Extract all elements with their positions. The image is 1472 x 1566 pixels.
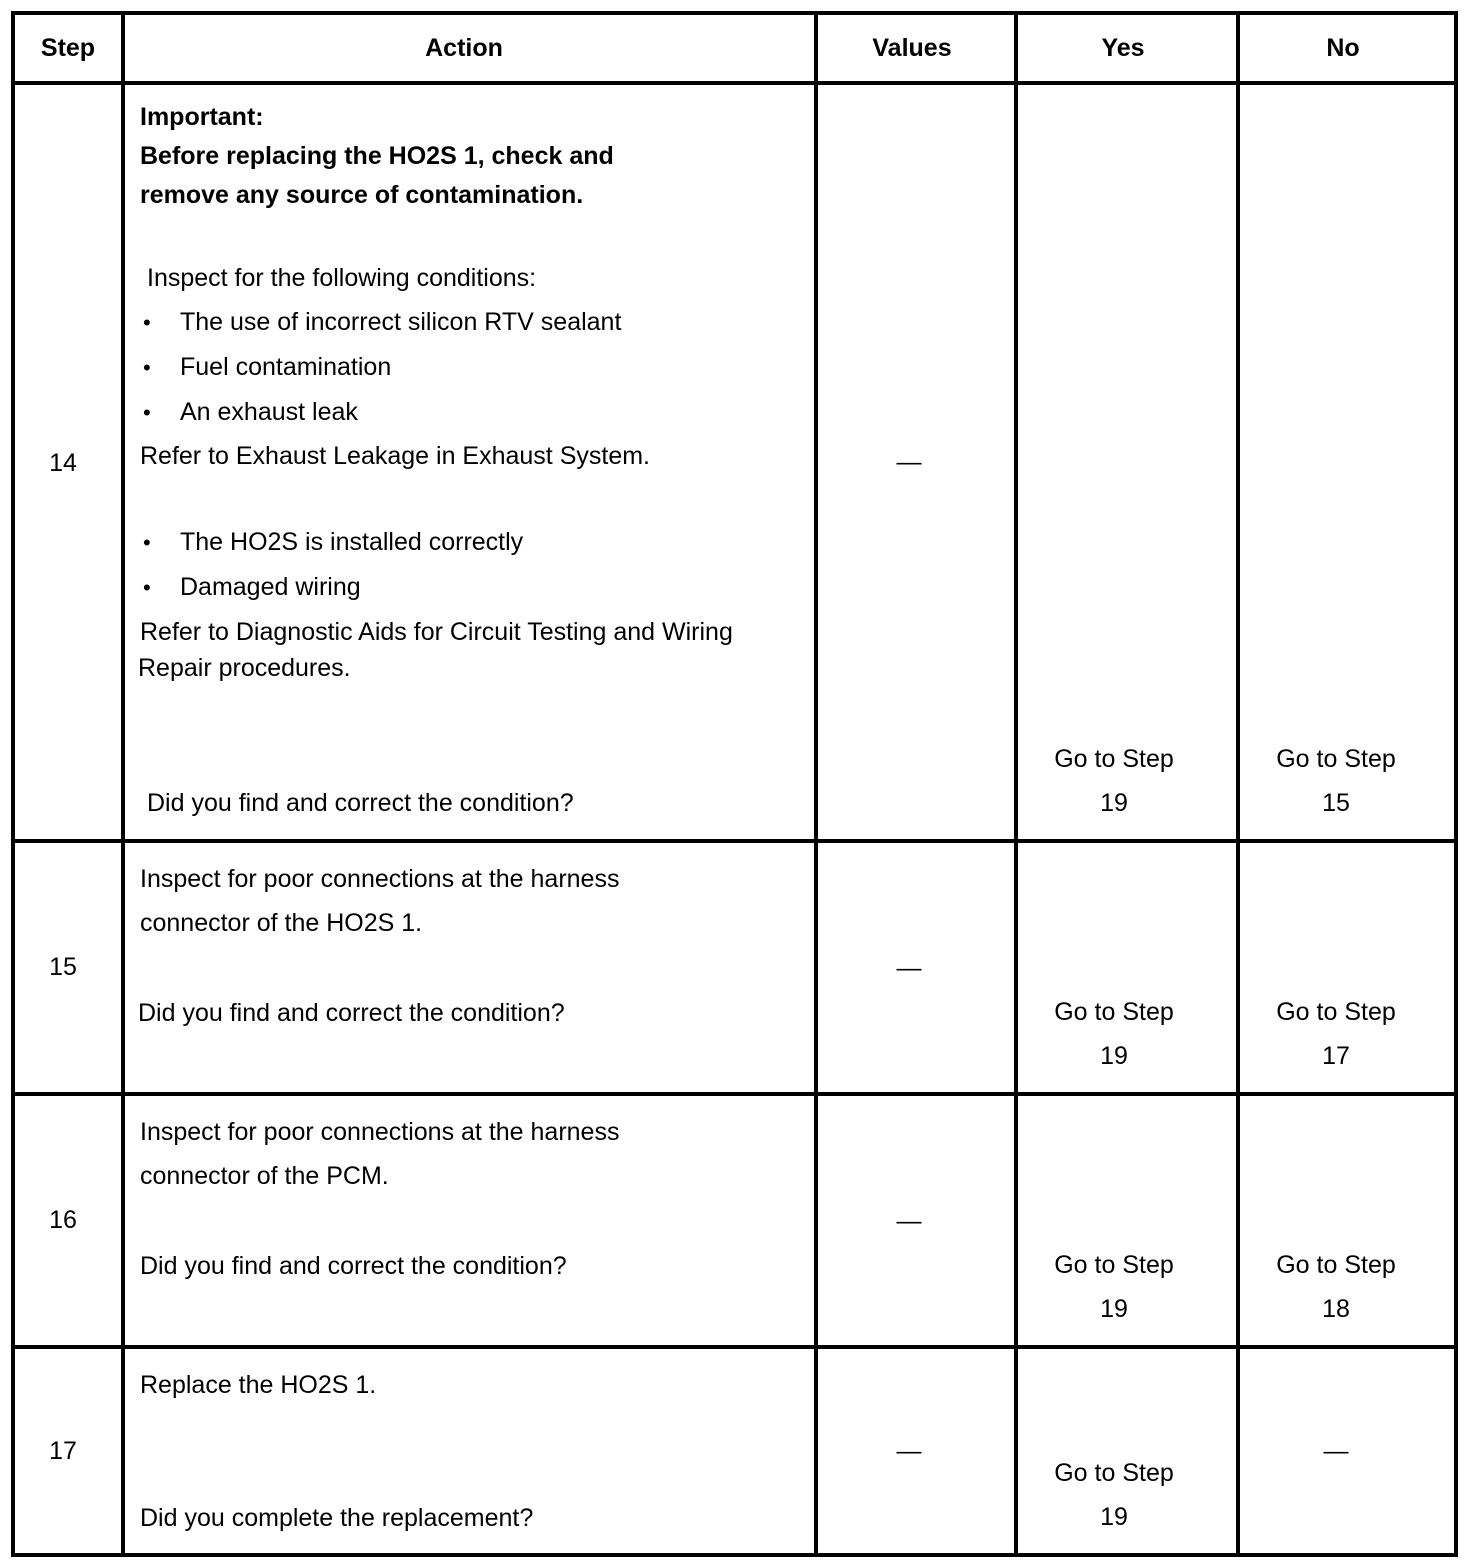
yes-goto: Go to Step bbox=[1054, 1251, 1174, 1279]
values-cell: — bbox=[896, 448, 922, 476]
diagnostic-table bbox=[11, 11, 1458, 1557]
action-text: connector of the HO2S 1. bbox=[140, 909, 423, 937]
action-text: Inspect for poor connections at the harness bbox=[140, 1118, 620, 1146]
header-action: Action bbox=[425, 34, 503, 62]
refer-text: Refer to Exhaust Leakage in Exhaust System. bbox=[140, 442, 650, 470]
row-divider bbox=[15, 839, 1454, 843]
bullet-icon: • bbox=[143, 575, 151, 600]
yes-goto: Go to Step bbox=[1054, 745, 1174, 773]
inspect-intro: Inspect for the following conditions: bbox=[147, 264, 537, 292]
refer-text: Refer to Diagnostic Aids for Circuit Testing and Wiring bbox=[140, 618, 733, 646]
bullet-icon: • bbox=[143, 400, 151, 425]
header-yes: Yes bbox=[1101, 34, 1145, 62]
yes-goto: Go to Step bbox=[1054, 998, 1174, 1026]
yes-goto-step: 19 bbox=[1100, 1503, 1128, 1531]
bullet-icon: • bbox=[143, 310, 151, 335]
no-goto-step: 18 bbox=[1322, 1295, 1350, 1323]
column-divider bbox=[814, 15, 818, 1553]
no-cell: — bbox=[1323, 1437, 1349, 1465]
header-step: Step bbox=[40, 34, 96, 62]
question-text: Did you find and correct the condition? bbox=[140, 1252, 567, 1280]
action-text: Replace the HO2S 1. bbox=[140, 1371, 377, 1399]
list-item: Damaged wiring bbox=[180, 573, 361, 601]
question-text: Did you complete the replacement? bbox=[140, 1504, 534, 1532]
yes-goto-step: 19 bbox=[1100, 789, 1128, 817]
no-goto-step: 17 bbox=[1322, 1042, 1350, 1070]
row-divider bbox=[15, 1345, 1454, 1349]
bullet-icon: • bbox=[143, 355, 151, 380]
header-no: No bbox=[1326, 34, 1360, 62]
step-number: 14 bbox=[49, 449, 77, 477]
header-values: Values bbox=[872, 34, 952, 62]
yes-goto-step: 19 bbox=[1100, 1042, 1128, 1070]
question-text: Did you find and correct the condition? bbox=[147, 789, 574, 817]
column-divider bbox=[1236, 15, 1240, 1553]
important-text: Before replacing the HO2S 1, check and bbox=[140, 142, 614, 170]
important-label: Important: bbox=[140, 103, 264, 131]
action-text: Inspect for poor connections at the harness bbox=[140, 865, 620, 893]
row-divider bbox=[15, 81, 1454, 85]
no-goto-step: 15 bbox=[1322, 789, 1350, 817]
column-divider bbox=[121, 15, 125, 1553]
yes-goto-step: 19 bbox=[1100, 1295, 1128, 1323]
values-cell: — bbox=[896, 1207, 922, 1235]
list-item: The use of incorrect silicon RTV sealant bbox=[180, 308, 622, 336]
values-cell: — bbox=[896, 1437, 922, 1465]
action-text: connector of the PCM. bbox=[140, 1162, 389, 1190]
list-item: The HO2S is installed correctly bbox=[180, 528, 524, 556]
step-number: 15 bbox=[49, 953, 77, 981]
important-text: remove any source of contamination. bbox=[140, 181, 584, 209]
step-number: 16 bbox=[49, 1206, 77, 1234]
list-item: Fuel contamination bbox=[180, 353, 392, 381]
bullet-icon: • bbox=[143, 530, 151, 555]
no-goto: Go to Step bbox=[1276, 745, 1396, 773]
yes-goto: Go to Step bbox=[1054, 1459, 1174, 1487]
column-divider bbox=[1014, 15, 1018, 1553]
question-text: Did you find and correct the condition? bbox=[138, 999, 565, 1027]
no-goto: Go to Step bbox=[1276, 998, 1396, 1026]
no-goto: Go to Step bbox=[1276, 1251, 1396, 1279]
row-divider bbox=[15, 1092, 1454, 1096]
refer-text: Repair procedures. bbox=[138, 654, 351, 682]
list-item: An exhaust leak bbox=[180, 398, 358, 426]
values-cell: — bbox=[896, 954, 922, 982]
step-number: 17 bbox=[49, 1437, 77, 1465]
